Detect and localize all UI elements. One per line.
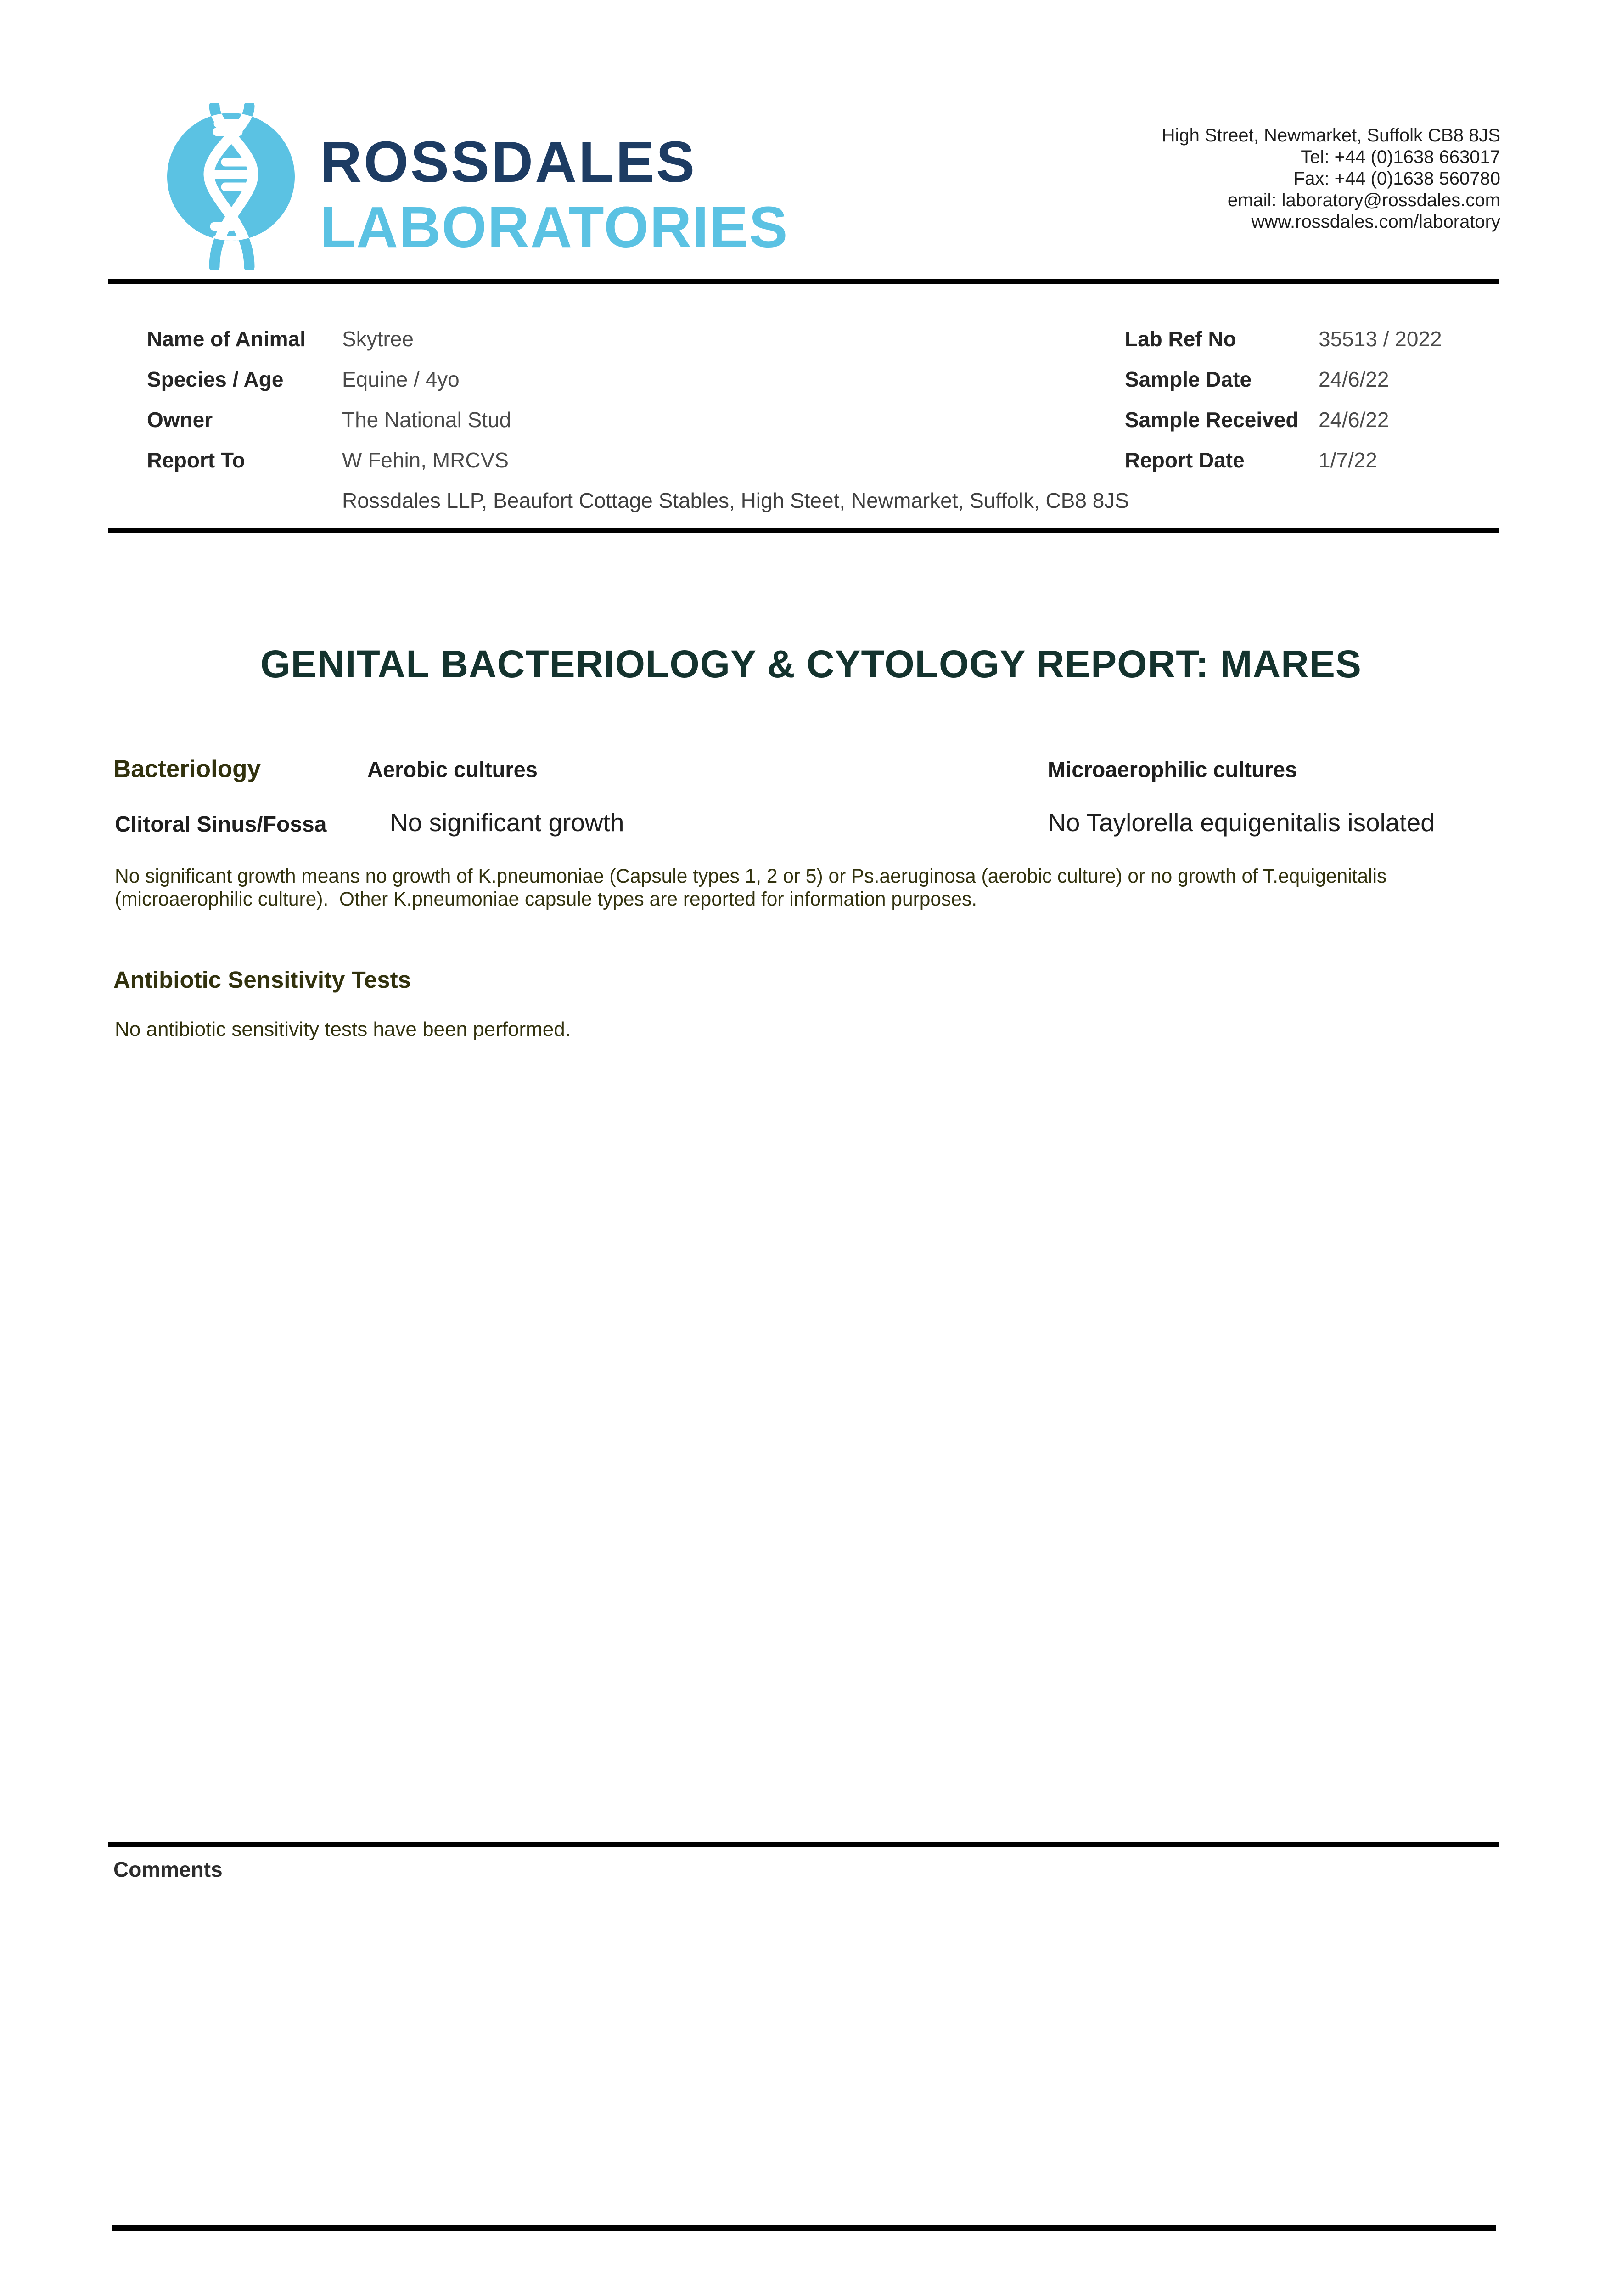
- detail-label: Report To: [147, 448, 245, 472]
- detail-label: Sample Received: [1125, 408, 1299, 432]
- detail-value: W Fehin, MRCVS: [342, 448, 509, 472]
- sensitivity-text: No antibiotic sensitivity tests have been performed.: [115, 1018, 571, 1041]
- brand-name-line2: LABORATORIES: [320, 195, 789, 259]
- contact-tel: Tel: +44 (0)1638 663017: [1301, 147, 1500, 167]
- detail-label: Lab Ref No: [1125, 327, 1236, 351]
- report-title: GENITAL BACTERIOLOGY & CYTOLOGY REPORT: MARES: [260, 642, 1362, 686]
- bacteriology-heading: Bacteriology: [113, 755, 261, 782]
- comments-divider: [108, 1842, 1499, 1847]
- aerobic-result: No significant growth: [390, 808, 624, 837]
- sample-site: Clitoral Sinus/Fossa: [115, 812, 327, 837]
- detail-value: The National Stud: [342, 408, 511, 432]
- aerobic-cultures-header: Aerobic cultures: [367, 757, 538, 782]
- detail-value: 24/6/22: [1319, 367, 1389, 391]
- dna-helix-circle-icon: [167, 103, 296, 270]
- contact-block: [1162, 125, 1500, 233]
- detail-label: Owner: [147, 408, 213, 432]
- microaerophilic-result: No Taylorella equigenitalis isolated: [1048, 808, 1435, 837]
- header-divider: [108, 279, 1499, 284]
- report-to-address: Rossdales LLP, Beaufort Cottage Stables, High Steet, Newmarket, Suffolk, CB8 8JS: [342, 489, 1129, 512]
- bacteriology-note: No significant growth means no growth of K.pneumoniae (Capsule types 1, 2 or 5) or Ps.aeruginosa (aerobic culture) or no growth of T.equigenitalis (microaerophilic culture). Other K.pneumoniae capsule types are reported for information purposes.: [115, 866, 1392, 910]
- brand-name-line1: ROSSDALES: [320, 129, 697, 194]
- contact-email: email: laboratory@rossdales.com: [1227, 190, 1500, 210]
- detail-label: Report Date: [1125, 448, 1245, 472]
- contact-fax: Fax: +44 (0)1638 560780: [1293, 169, 1500, 189]
- details-divider: [108, 528, 1499, 533]
- microaerophilic-cultures-header: Microaerophilic cultures: [1048, 757, 1297, 782]
- detail-label: Name of Animal: [147, 327, 306, 351]
- detail-label: Species / Age: [147, 367, 284, 391]
- comments-heading: Comments: [113, 1857, 223, 1881]
- detail-value: Equine / 4yo: [342, 367, 460, 391]
- footer-divider: [112, 2225, 1496, 2231]
- detail-value: 35513 / 2022: [1319, 327, 1442, 351]
- contact-website: www.rossdales.com/laboratory: [1251, 212, 1500, 232]
- detail-value: Skytree: [342, 327, 414, 351]
- detail-label: Sample Date: [1125, 367, 1252, 391]
- detail-value: 1/7/22: [1319, 448, 1377, 472]
- contact-address: High Street, Newmarket, Suffolk CB8 8JS: [1162, 125, 1500, 146]
- detail-value: 24/6/22: [1319, 408, 1389, 432]
- sensitivity-heading: Antibiotic Sensitivity Tests: [113, 967, 411, 993]
